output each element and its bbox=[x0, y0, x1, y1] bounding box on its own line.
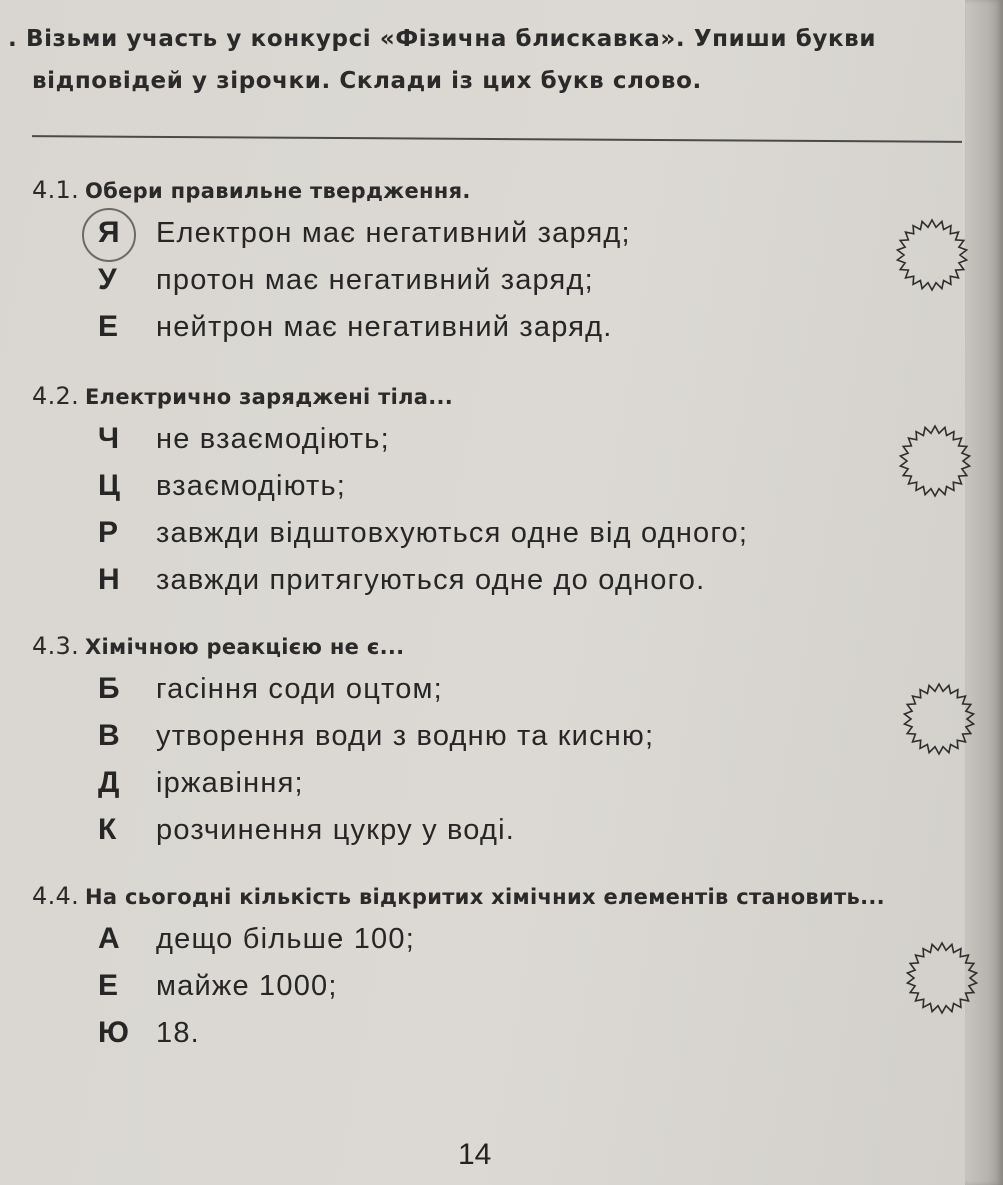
option-n[interactable] bbox=[98, 563, 972, 610]
instructions-line-2: відповідей у зірочки. Склади із цих букв слово. bbox=[32, 68, 702, 94]
question-text: Хімічною реакцією не є... bbox=[85, 635, 405, 659]
option-text: завжди притягуються одне до одного. bbox=[156, 564, 706, 596]
question-4-2 bbox=[32, 382, 972, 610]
question-4-4 bbox=[32, 882, 972, 1063]
answer-circle-mark bbox=[82, 208, 136, 262]
option-letter: Б bbox=[98, 672, 121, 705]
option-text: іржавіння; bbox=[156, 767, 304, 799]
question-text: Обери правильне твердження. bbox=[85, 179, 471, 203]
answer-star-icon[interactable] bbox=[897, 423, 973, 499]
question-title bbox=[32, 382, 972, 410]
answer-star-icon[interactable] bbox=[901, 681, 977, 757]
option-letter: У bbox=[98, 263, 118, 296]
option-letter: В bbox=[98, 719, 121, 752]
option-letter: Ч bbox=[98, 422, 121, 455]
option-r[interactable] bbox=[98, 516, 972, 563]
divider-line bbox=[32, 135, 962, 143]
option-letter: Я bbox=[98, 216, 156, 250]
question-title bbox=[32, 632, 972, 660]
option-text: Електрон має негативний заряд; bbox=[156, 217, 631, 249]
option-yu[interactable] bbox=[98, 1016, 972, 1063]
option-ya[interactable] bbox=[98, 216, 972, 263]
option-letter: К bbox=[98, 813, 118, 846]
option-text: завжди відштовхуються одне від одного; bbox=[156, 517, 749, 549]
option-text: взаємодіють; bbox=[156, 470, 347, 502]
question-4-1 bbox=[32, 176, 972, 357]
option-letter: Р bbox=[98, 516, 120, 549]
question-number: 4.2. bbox=[32, 382, 79, 410]
question-number: 4.3. bbox=[32, 632, 79, 660]
answer-star-icon[interactable] bbox=[904, 940, 980, 1016]
option-text: розчинення цукру у воді. bbox=[156, 814, 516, 846]
question-text: На сьогодні кількість відкритих хімічних елементів становить... bbox=[85, 885, 885, 909]
option-letter: А bbox=[98, 922, 121, 955]
option-text: нейтрон має негативний заряд. bbox=[156, 311, 613, 343]
question-title bbox=[32, 176, 972, 204]
option-text: гасіння соди оцтом; bbox=[156, 673, 443, 705]
option-text: дещо більше 100; bbox=[156, 923, 415, 955]
option-e[interactable] bbox=[98, 969, 972, 1016]
instructions-line-1: . Візьми участь у конкурсі «Фізична блискавка». Упиши букви bbox=[8, 26, 877, 52]
option-text: не взаємодіють; bbox=[156, 423, 390, 455]
question-number: 4.4. bbox=[32, 882, 79, 910]
option-v[interactable] bbox=[98, 719, 972, 766]
option-text: протон має негативний заряд; bbox=[156, 264, 594, 296]
option-letter: Н bbox=[98, 563, 121, 596]
answer-star-icon[interactable] bbox=[894, 217, 970, 293]
question-title bbox=[32, 882, 972, 910]
option-letter: Ц bbox=[98, 469, 122, 502]
option-letter: Е bbox=[98, 310, 120, 343]
option-d[interactable] bbox=[98, 766, 972, 813]
question-number: 4.1. bbox=[32, 176, 79, 204]
option-letter: Е bbox=[98, 969, 120, 1002]
option-b[interactable] bbox=[98, 672, 972, 719]
option-k[interactable] bbox=[98, 813, 972, 860]
option-u[interactable] bbox=[98, 263, 972, 310]
option-e[interactable] bbox=[98, 310, 972, 357]
option-a[interactable] bbox=[98, 922, 972, 969]
question-4-3 bbox=[32, 632, 972, 860]
question-text: Електрично заряджені тіла... bbox=[85, 385, 454, 409]
option-ch[interactable] bbox=[98, 422, 972, 469]
option-ts[interactable] bbox=[98, 469, 972, 516]
option-text: майже 1000; bbox=[156, 970, 338, 1002]
option-letter: Д bbox=[98, 766, 121, 799]
option-text: утворення води з водню та кисню; bbox=[156, 720, 655, 752]
task-instructions bbox=[0, 18, 975, 102]
page-number: 14 bbox=[458, 1138, 492, 1171]
option-text: 18. bbox=[156, 1017, 200, 1049]
option-letter: Ю bbox=[98, 1016, 131, 1049]
